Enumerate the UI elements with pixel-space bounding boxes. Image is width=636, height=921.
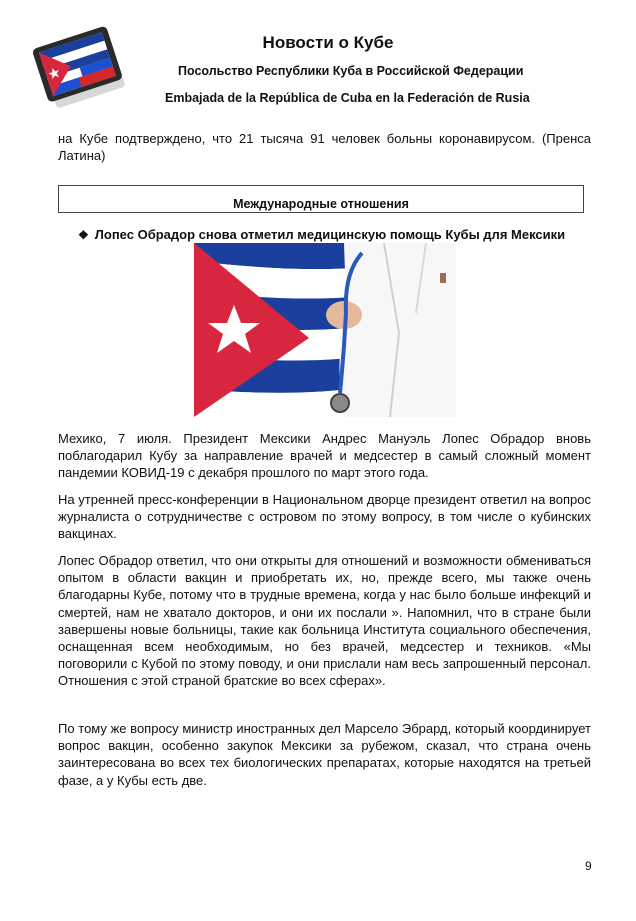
- diamond-bullet-icon: ❖: [78, 228, 89, 242]
- page-number: 9: [585, 859, 592, 873]
- continued-paragraph: на Кубе подтверждено, что 21 тысяча 91 человек больны коронавирусом. (Пренса Латина): [58, 131, 591, 164]
- embassy-name-spanish: Embajada de la República de Cuba en la Federación de Rusia: [165, 91, 530, 105]
- article-paragraph: По тому же вопросу министр иностранных дел Марсело Эбрард, который координирует вопрос вакцин, особенно закупок Мексики за рубежом, сказал, что страна очень заинтересована во всех тех биологических препаратах, которые находятся на третьей фазе, а у Кубы есть две.: [58, 721, 591, 788]
- article-paragraph: На утренней пресс-конференции в Национальном дворце президент ответил на вопрос журналиста о сотрудничестве с островом по этому вопросу, в том числе о кубинских вакцинах.: [58, 492, 591, 542]
- section-title: Международные отношения: [233, 197, 409, 211]
- article-paragraph: Мехико, 7 июля. Президент Мексики Андрес Мануэль Лопес Обрадор вновь поблагодарил Кубу за направление врачей и медсестер в самый сложный момент пандемии КОВИД-19 с декабря прошлого по март этого года.: [58, 431, 591, 481]
- section-header: [58, 185, 584, 213]
- newsletter-title: Новости о Кубе: [262, 33, 394, 52]
- article-headline: [78, 227, 565, 242]
- headline-text: Лопес Обрадор снова отметил медицинскую помощь Кубы для Мексики: [94, 227, 566, 242]
- embassy-name-russian: Посольство Республики Куба в Российской Федерации: [178, 64, 524, 78]
- cuban-flag-doctor-photo: [194, 243, 456, 417]
- article-paragraph: Лопес Обрадор ответил, что они открыты для отношений и возможности обмениваться опытом в области вакцин и приобретать их, но, прежде всего, мы также очень благодарны Кубе, потому что в трудные времена, когда у нас было больше инфекций и смертей, нам не хватало докторов, и они их послали ». Напомнил, что в стране были завершены новые больницы, такие как больница Института социального обеспечения, оснащенная всем необходимым, но без врачей, медсестер и техников. «Мы поговорили с Кубой по этому поводу, и они прислали нам весь запрошенный персонал. Отношения с этой страной братские во всех сферах».: [58, 553, 591, 689]
